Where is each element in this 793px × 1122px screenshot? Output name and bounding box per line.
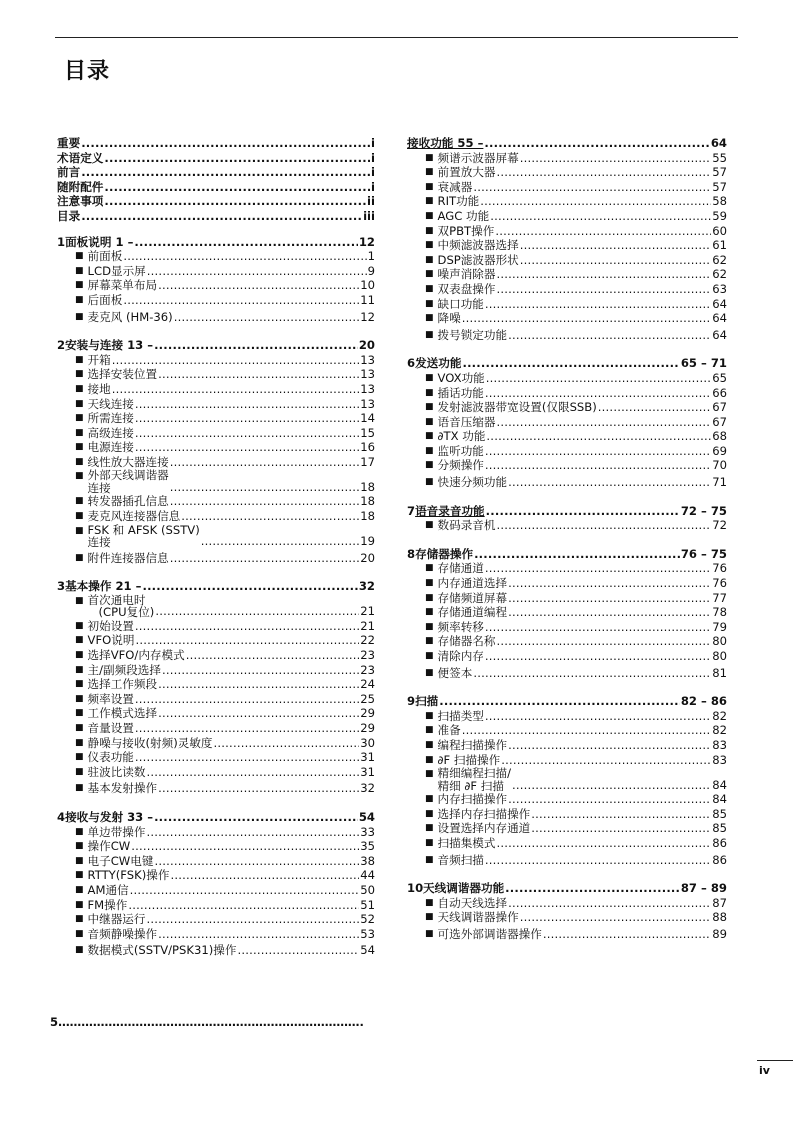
toc-item[interactable]: ■ 插话功能 ..... 66 xyxy=(407,386,727,401)
bullet-icon: ■ xyxy=(75,383,84,394)
toc-item[interactable]: ■ 数据模式(SSTV/PSK31)操作 ..... 54 xyxy=(57,943,375,958)
bullet-icon: ■ xyxy=(75,928,84,939)
bullet-icon: ■ xyxy=(425,578,434,589)
bullet-icon: ■ xyxy=(75,354,84,365)
bullet-icon: ■ xyxy=(425,621,434,632)
bullet-icon: ■ xyxy=(75,737,84,748)
toc-item[interactable]: ■ 发射滤波器带宽设置(仅限SSB) ..... 67 xyxy=(407,400,727,415)
bullet-icon: ■ xyxy=(425,254,434,265)
toc-item[interactable]: ■ 内存扫描操作 ..... 84 xyxy=(407,792,727,807)
bullet-icon: ■ xyxy=(75,826,84,837)
toc-left-column xyxy=(57,136,375,958)
bullet-icon: ■ xyxy=(425,897,434,908)
bullet-icon: ■ xyxy=(75,693,84,704)
toc-item[interactable]: ■ 选择VFO/内存模式 ..... 23 xyxy=(57,648,375,663)
bullet-icon: ■ xyxy=(75,251,84,262)
bullet-icon: ■ xyxy=(425,416,434,427)
bullet-icon: ■ xyxy=(75,635,84,646)
toc-item[interactable]: ■ 开箱 ..... 13 xyxy=(57,353,375,368)
bullet-icon: ■ xyxy=(425,739,434,750)
toc-entry[interactable] xyxy=(57,209,375,224)
bullet-icon: ■ xyxy=(425,636,434,647)
toc-item[interactable]: ■ 内存通道选择 ..... 76 xyxy=(407,576,727,591)
toc-item[interactable]: ■ 频率设置 ..... 25 xyxy=(57,692,375,707)
toc-item[interactable]: ■ AM通信 ..... 50 xyxy=(57,883,375,898)
bullet-icon: ■ xyxy=(425,808,434,819)
bullet-icon: ■ xyxy=(425,928,434,939)
bullet-icon: ■ xyxy=(425,912,434,923)
toc-item[interactable]: ■ 驻波比读数 ..... 31 xyxy=(57,765,375,780)
entry-page: i xyxy=(371,150,375,165)
toc-item[interactable]: ■ 电源连接 ..... 16 xyxy=(57,440,375,455)
bullet-icon: ■ xyxy=(75,766,84,777)
bullet-icon: ■ xyxy=(75,783,84,794)
bullet-icon: ■ xyxy=(425,592,434,603)
section-heading[interactable]: 7 语音录音功能 ..... 72 – 75 xyxy=(407,504,727,519)
entry-page: i xyxy=(371,179,375,194)
toc-item[interactable]: ■ 仪表功能 ..... 31 xyxy=(57,750,375,765)
toc-item[interactable]: ■ 双PBT操作 ..... 60 xyxy=(407,224,727,239)
bullet-icon: ■ xyxy=(425,372,434,383)
bullet-icon: ■ xyxy=(75,413,84,424)
toc-item[interactable]: ■ 前置放大器 ..... 57 xyxy=(407,165,727,180)
toc-right-column xyxy=(407,133,727,942)
toc-item[interactable]: ■ ∂F 扫描操作 ..... 83 xyxy=(407,753,727,768)
toc-item[interactable]: ■ 高级连接 ..... 15 xyxy=(57,426,375,441)
toc-item[interactable]: ■ 衰减器 ..... 57 xyxy=(407,180,727,195)
section-label: 面板说明 1 – xyxy=(65,234,134,249)
toc-item[interactable]: ■ 监听功能 ..... 69 xyxy=(407,444,727,459)
bullet-icon: ■ xyxy=(425,445,434,456)
toc-item[interactable]: ■ 前面板 ..... 1 xyxy=(57,249,375,264)
bullet-icon: ■ xyxy=(75,280,84,291)
bullet-icon: ■ xyxy=(75,496,84,507)
toc-item[interactable]: ■ 初始设置 ..... 21 xyxy=(57,619,375,634)
toc-item[interactable]: ■ FM操作 ..... 51 xyxy=(57,898,375,913)
bullet-icon: ■ xyxy=(425,152,434,163)
bullet-icon: ■ xyxy=(425,269,434,280)
toc-item[interactable]: ■ AGC 功能 ..... 59 xyxy=(407,209,727,224)
bullet-icon: ■ xyxy=(75,708,84,719)
toc-item[interactable]: ■ 屏幕菜单布局 ..... 10 xyxy=(57,278,375,293)
toc-item[interactable]: ■ 清除内存 ..... 80 xyxy=(407,649,727,664)
bullet-icon: ■ xyxy=(425,240,434,251)
toc-item[interactable]: ■ 选择安装位置 ..... 13 xyxy=(57,367,375,382)
bullet-icon: ■ xyxy=(75,552,84,563)
bullet-icon: ■ xyxy=(425,167,434,178)
toc-item[interactable]: ■ 首次通电时 (CPU复位) ..... 21 xyxy=(57,594,375,619)
toc-item[interactable]: ■ 快速分频功能 ..... 71 xyxy=(407,475,727,490)
bullet-icon: ■ xyxy=(425,329,434,340)
bullet-icon: ■ xyxy=(425,823,434,834)
entry-label: 重要 xyxy=(57,136,81,150)
bullet-icon: ■ xyxy=(75,899,84,910)
toc-item[interactable]: ■ 自动天线选择 ..... 87 xyxy=(407,896,727,911)
toc-item[interactable]: ■ 选择内存扫描操作 ..... 85 xyxy=(407,807,727,822)
toc-item[interactable]: ■ 电子CW电键 ..... 38 xyxy=(57,854,375,869)
bullet-icon: ■ xyxy=(75,914,84,925)
toc-item[interactable]: ■ 噪声消除器 ..... 62 xyxy=(407,267,727,282)
bullet-icon: ■ xyxy=(425,607,434,618)
page-title: 目录 xyxy=(64,59,111,84)
toc-item[interactable]: ■ 设置选择内存通道 ..... 85 xyxy=(407,821,727,836)
bullet-icon: ■ xyxy=(425,651,434,661)
stray-section-marker: 5……………………………………………………………………. xyxy=(50,1015,364,1029)
toc-item[interactable]: ■ 麦克风 (HM-36) ..... 12 xyxy=(57,310,375,325)
bullet-icon: ■ xyxy=(75,471,84,482)
bullet-icon: ■ xyxy=(75,369,84,380)
entry-page: ii xyxy=(367,194,375,209)
bullet-icon: ■ xyxy=(425,196,434,207)
section-heading[interactable]: 8 存储器操作 ..... 76 – 75 xyxy=(407,547,727,562)
toc-item[interactable]: ■ 静噪与接收(射频)灵敏度 ..... 30 xyxy=(57,736,375,751)
toc-item[interactable]: ■ 工作模式选择 ..... 29 xyxy=(57,706,375,721)
bullet-icon: ■ xyxy=(75,265,84,276)
toc-item[interactable]: ■ 扫描类型 ..... 82 xyxy=(407,709,727,724)
toc-item[interactable]: ■ DSP滤波器形状 ..... 62 xyxy=(407,253,727,268)
bullet-icon: ■ xyxy=(75,855,84,866)
toc-item[interactable]: ■ RIT功能 ..... 58 xyxy=(407,194,727,209)
bullet-icon: ■ xyxy=(75,723,84,733)
bullet-icon: ■ xyxy=(425,725,434,736)
entry-label: 随附配件 xyxy=(57,179,104,194)
top-rule xyxy=(55,37,738,38)
bullet-icon: ■ xyxy=(425,667,434,678)
toc-item[interactable]: ■ 拨号锁定功能 ..... 64 xyxy=(407,328,727,343)
bullet-icon: ■ xyxy=(75,511,84,522)
bullet-icon: ■ xyxy=(425,283,434,294)
entry-label: 术语定义 xyxy=(57,150,104,165)
section-heading[interactable]: 6 发送功能 ..... 65 – 71 xyxy=(407,356,727,371)
entry-page: i xyxy=(371,165,375,180)
toc-item[interactable]: ■ RTTY(FSK)操作 ..... 44 xyxy=(57,868,375,883)
toc-entry[interactable] xyxy=(57,136,375,151)
toc-item[interactable]: ■ 频率转移 ..... 79 xyxy=(407,620,727,635)
toc-item[interactable]: ■ 数码录音机 ..... 72 xyxy=(407,518,727,533)
bullet-icon: ■ xyxy=(75,456,84,467)
entry-label: 注意事项 xyxy=(57,194,104,209)
toc-item[interactable]: ■ 主/副频段选择 ..... 23 xyxy=(57,663,375,678)
toc-item[interactable]: ■ 外部天线调谐器 连接 ..... 18 xyxy=(57,469,375,494)
page-number: iv xyxy=(759,1064,770,1077)
toc-item[interactable]: ■ 分频操作 ..... 70 xyxy=(407,458,727,473)
entry-label: 目录 xyxy=(57,208,81,223)
section-heading[interactable] xyxy=(57,235,375,250)
bullet-icon: ■ xyxy=(75,620,84,631)
bullet-icon: ■ xyxy=(75,945,84,956)
bullet-icon: ■ xyxy=(75,398,84,409)
bullet-icon: ■ xyxy=(75,427,84,438)
section-heading[interactable]: 2 安装与连接 13 – ..... 20 xyxy=(57,338,375,353)
bullet-icon: ■ xyxy=(425,520,434,531)
toc-item[interactable]: ■ 存储频道屏幕 ..... 77 xyxy=(407,591,727,606)
entry-page: iii xyxy=(363,208,375,223)
bullet-icon: ■ xyxy=(75,752,84,763)
toc-item[interactable]: ■ 转发器插孔信息 ..... 18 xyxy=(57,494,375,509)
toc-item[interactable]: ■ 存储器名称 ..... 80 xyxy=(407,634,727,649)
toc-item[interactable]: ■ 基本发射操作 ..... 32 xyxy=(57,781,375,796)
toc-item[interactable]: ■ 接地 ..... 13 xyxy=(57,382,375,397)
bullet-icon: ■ xyxy=(425,710,434,721)
toc-item[interactable]: ■ 后面板 ..... 11 xyxy=(57,293,375,308)
bullet-icon: ■ xyxy=(75,595,84,606)
bullet-icon: ■ xyxy=(425,563,434,574)
bullet-icon: ■ xyxy=(425,794,434,805)
section-heading[interactable]: 9 扫描 ..... 82 – 86 xyxy=(407,694,727,709)
toc-item[interactable]: ■ 存储通道 ..... 76 xyxy=(407,561,727,576)
toc-entry[interactable] xyxy=(57,165,375,180)
bullet-icon: ■ xyxy=(425,210,434,221)
section-number: 1 xyxy=(57,234,66,249)
toc-item[interactable]: ■ 附件连接器信息 ..... 20 xyxy=(57,551,375,566)
bullet-icon: ■ xyxy=(75,884,84,895)
toc-item[interactable]: ■ 便签本 ..... 81 xyxy=(407,666,727,681)
toc-item[interactable]: ■ VFO说明 ..... 22 xyxy=(57,633,375,648)
toc-item[interactable]: ■ 选择工作频段 ..... 24 xyxy=(57,677,375,692)
entry-page: i xyxy=(371,136,375,150)
bullet-icon: ■ xyxy=(425,477,434,488)
toc-item[interactable]: ■ 所需连接 ..... 14 xyxy=(57,411,375,426)
bullet-icon: ■ xyxy=(75,442,84,453)
toc-item[interactable]: ■ 可选外部调谐器操作 ..... 89 xyxy=(407,927,727,942)
bullet-icon: ■ xyxy=(425,769,434,780)
bullet-icon: ■ xyxy=(75,311,84,322)
toc-item[interactable]: ■ 编程扫描操作 ..... 83 xyxy=(407,738,727,753)
toc-item[interactable]: ■ 中继器运行 ..... 52 xyxy=(57,912,375,927)
toc-item[interactable]: ■ 音量设置 ..... 29 xyxy=(57,721,375,736)
toc-item[interactable]: ■ 语音压缩器 ..... 67 xyxy=(407,415,727,430)
bullet-icon: ■ xyxy=(75,294,84,305)
toc-item[interactable]: ■ 操作CW ..... 35 xyxy=(57,839,375,854)
bullet-icon: ■ xyxy=(75,679,84,690)
bullet-icon: ■ xyxy=(425,837,434,848)
toc-item[interactable]: ■ 扫描集模式 ..... 86 xyxy=(407,836,727,851)
bullet-icon: ■ xyxy=(425,298,434,309)
toc-item[interactable]: ■ 音频扫描 ..... 86 xyxy=(407,853,727,868)
toc-item[interactable]: ■ 精细编程扫描/ 精细 ∂F 扫描 ..... 84 xyxy=(407,767,727,792)
bullet-icon: ■ xyxy=(425,313,434,324)
toc-entry[interactable] xyxy=(57,151,375,166)
toc-item[interactable]: ■ VOX功能 ..... 65 xyxy=(407,371,727,386)
entry-label: 前言 xyxy=(57,165,81,180)
bullet-icon: ■ xyxy=(75,650,84,661)
toc-entry[interactable] xyxy=(57,180,375,195)
toc-item[interactable]: ■ FSK 和 AFSK (SSTV) 连接 ..... 19 xyxy=(57,524,375,549)
bullet-icon: ■ xyxy=(425,387,434,398)
toc-item[interactable]: ■ 缺口功能 ..... 64 xyxy=(407,297,727,312)
bullet-icon: ■ xyxy=(425,402,434,413)
section-heading[interactable]: 接收功能 55 – ..... 64 xyxy=(407,136,727,151)
bullet-icon: ■ xyxy=(425,181,434,192)
bullet-icon: ■ xyxy=(75,870,84,881)
toc-entry[interactable] xyxy=(57,194,375,209)
toc-item[interactable]: ■ 准备 ..... 82 xyxy=(407,723,727,738)
toc-item[interactable]: ■ 天线调谐器操作 ..... 88 xyxy=(407,910,727,925)
bullet-icon: ■ xyxy=(425,225,434,236)
toc-item[interactable]: ■ 麦克风连接器信息 ..... 18 xyxy=(57,509,375,524)
bullet-icon: ■ xyxy=(425,754,434,765)
toc-item[interactable]: ■ 音频静噪操作 ..... 53 xyxy=(57,927,375,942)
toc-item[interactable]: ■ 存储通道编程 ..... 78 xyxy=(407,605,727,620)
bullet-icon: ■ xyxy=(75,664,84,675)
bullet-icon: ■ xyxy=(75,525,84,536)
toc-item[interactable]: ■ 双表盘操作 ..... 63 xyxy=(407,282,727,297)
toc-item[interactable]: ■ 天线连接 ..... 13 xyxy=(57,397,375,412)
section-heading[interactable]: 4 接收与发射 33 – ..... 54 xyxy=(57,810,375,825)
bullet-icon: ■ xyxy=(75,841,84,852)
toc-item[interactable]: ■ ∂TX 功能 ..... 68 xyxy=(407,429,727,444)
section-page: 12 xyxy=(358,234,375,249)
toc-item[interactable]: ■ 降噪 ..... 64 xyxy=(407,311,727,326)
page-number-rule xyxy=(757,1060,793,1061)
section-heading[interactable]: 3 基本操作 21 – ..... 32 xyxy=(57,579,375,594)
bullet-icon: ■ xyxy=(425,431,434,442)
toc-item[interactable]: ■ 频谱示波器屏幕 ..... 55 xyxy=(407,151,727,166)
section-heading[interactable]: 10 天线调谐器功能 ..... 87 – 89 xyxy=(407,881,727,896)
toc-item[interactable]: ■ 线性放大器连接 ..... 17 xyxy=(57,455,375,470)
toc-item[interactable]: ■ 单边带操作 ..... 33 xyxy=(57,825,375,840)
bullet-icon: ■ xyxy=(425,460,434,471)
toc-item[interactable]: ■ LCD显示屏 ..... 9 xyxy=(57,264,375,279)
bullet-icon: ■ xyxy=(425,854,434,865)
toc-item[interactable]: ■ 中频滤波器选择 ..... 61 xyxy=(407,238,727,253)
